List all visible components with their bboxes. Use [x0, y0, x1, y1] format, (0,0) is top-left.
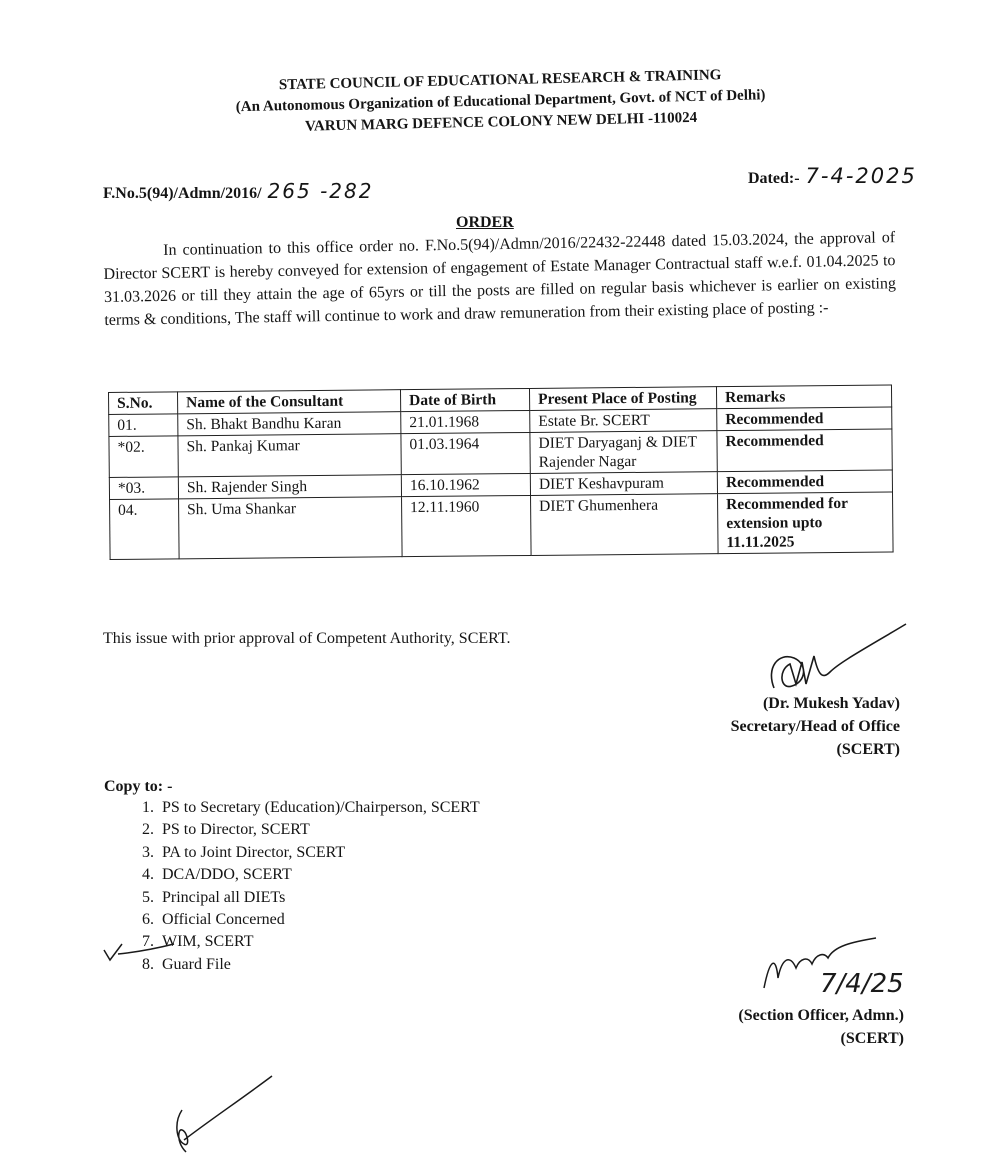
signatory-block [731, 692, 900, 761]
cell-posting: DIET Ghumenhera [531, 494, 719, 556]
section-officer-designation: (Section Officer, Admn.) [738, 1007, 904, 1024]
letterhead [160, 63, 841, 141]
date-line [748, 164, 917, 188]
header-remarks: Remarks [716, 385, 891, 409]
issue-note: This issue with prior approval of Competent Authority, SCERT. [103, 630, 511, 647]
cell-name: Sh. Bhakt Bandhu Karan [178, 412, 401, 436]
cell-sno: 01. [109, 414, 178, 437]
signatory-office: (SCERT) [836, 741, 900, 758]
cell-dob: 01.03.1964 [401, 432, 530, 474]
cell-remarks: Recommended [717, 407, 892, 431]
letterhead-address: VARUN MARG DEFENCE COLONY NEW DELHI -110024 [304, 109, 698, 135]
cell-name: Sh. Rajender Singh [178, 475, 401, 499]
file-number-printed: F.No.5(94)/Admn/2016/ [103, 185, 262, 202]
list-item: 3. PA to Joint Director, SCERT [158, 842, 480, 864]
header-sno: S.No. [109, 392, 178, 415]
date-handwritten: 7-4-2025 [805, 164, 917, 188]
list-item: 5. Principal all DIETs [158, 887, 480, 909]
cell-dob: 12.11.1960 [402, 495, 532, 556]
cell-remarks: Recommended [717, 429, 892, 472]
cell-remarks: Recommended for extension upto 11.11.2025 [718, 492, 894, 554]
file-number-handwritten: 265 -282 [267, 179, 374, 203]
section-officer-office: (SCERT) [840, 1030, 904, 1047]
bottom-initial-mark [160, 1070, 280, 1160]
header-dob: Date of Birth [400, 388, 529, 411]
cell-name: Sh. Uma Shankar [179, 497, 403, 559]
header-name: Name of the Consultant [178, 390, 401, 414]
order-body-text: In continuation to this office order no. F.No.5(94)/Admn/2016/22432-22448 dated 15.03.2024, the approval of Director SCERT is hereby conveyed for extension of engagement of Estate Manager Contractual staff w.e.f. 01.04.2025 to 31.03.2026 or till they attain the age of 65yrs or till the posts are filled on regular basis whichever is earlier on existing terms & conditions, The staff will continue to work and draw remuneration from their existing place of posting :- [103, 229, 897, 329]
order-title: ORDER [456, 214, 514, 231]
list-item: 7. WIM, SCERT [158, 931, 480, 953]
section-officer-initials [756, 928, 926, 1003]
letterhead-org-name: STATE COUNCIL OF EDUCATIONAL RESEARCH & TRAINING [278, 67, 722, 94]
letterhead-subtitle: (An Autonomous Organization of Educational Department, Govt. of NCT of Delhi) [235, 87, 766, 116]
header-posting: Present Place of Posting [529, 387, 716, 411]
file-number [103, 179, 373, 203]
initials-date: 7/4/25 [820, 969, 904, 999]
cell-posting: DIET Keshavpuram [530, 472, 717, 496]
staff-table-wrapper [108, 384, 894, 560]
cell-posting: DIET Daryaganj & DIET Rajender Nagar [530, 431, 717, 474]
list-item: 1. PS to Secretary (Education)/Chairperson, SCERT [158, 797, 480, 819]
list-item: 6. Official Concerned [158, 909, 480, 931]
signatory-designation: Secretary/Head of Office [730, 718, 900, 735]
cell-dob: 21.01.1968 [401, 410, 530, 433]
cell-posting: Estate Br. SCERT [530, 409, 717, 433]
copy-to-heading: Copy to: - [104, 778, 173, 795]
section-officer-block [738, 1004, 904, 1050]
signatory-name: (Dr. Mukesh Yadav) [762, 695, 900, 712]
cell-sno: *03. [109, 477, 178, 500]
list-item: 8. Guard File [158, 954, 480, 976]
cell-dob: 16.10.1962 [401, 473, 530, 496]
cell-sno: 04. [110, 499, 180, 560]
cell-sno: *02. [109, 436, 178, 478]
date-label: Dated:- [748, 170, 800, 187]
staff-table [108, 384, 894, 560]
cell-remarks: Recommended [717, 470, 892, 494]
list-item: 4. DCA/DDO, SCERT [158, 864, 480, 886]
table-row [110, 492, 894, 560]
list-item: 2. PS to Director, SCERT [158, 819, 480, 841]
order-body [103, 226, 896, 332]
cell-name: Sh. Pankaj Kumar [178, 434, 401, 477]
tick-mark-icon [98, 936, 178, 966]
